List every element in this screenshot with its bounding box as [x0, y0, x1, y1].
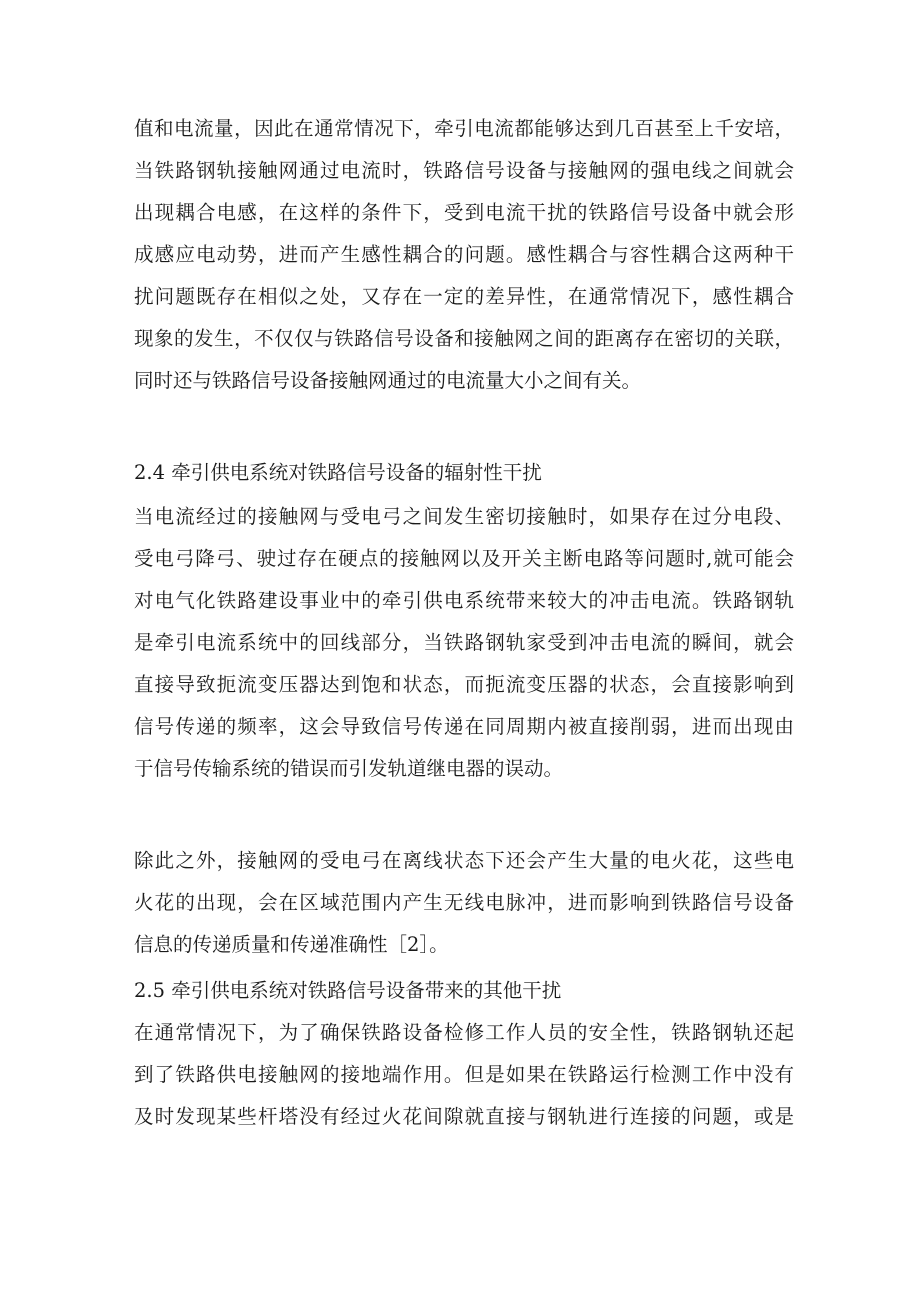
section-heading-text: 2.5 牵引供电系统对铁路信号设备带来的其他干扰: [134, 979, 562, 1002]
text-line: 扰问题既存在相似之处，又存在一定的差异性，在通常情况下，感性耦合: [134, 285, 794, 308]
paragraph-3: [134, 840, 794, 966]
paragraph-4: [134, 1012, 794, 1138]
paragraph-2: [134, 496, 794, 790]
text-line: 同时还与铁路信号设备接触网通过的电流量大小之间有关。: [134, 369, 642, 392]
text-line: 到了铁路供电接触网的接地端作用。但是如果在铁路运行检测工作中没有: [134, 1063, 794, 1086]
text-line: 对电气化铁路建设事业中的牵引供电系统带来较大的冲击电流。铁路钢轨: [134, 589, 794, 612]
text-line: 直接导致扼流变压器达到饱和状态，而扼流变压器的状态，会直接影响到: [134, 673, 794, 696]
text-line: 及时发现某些杆塔没有经过火花间隙就直接与钢轨进行连接的问题，或是: [134, 1105, 794, 1128]
text-line: 受电弓降弓、驶过存在硬点的接触网以及开关主断电路等问题时,就可能会: [134, 547, 794, 570]
section-heading-text: 2.4 牵引供电系统对铁路信号设备的辐射性干扰: [134, 461, 542, 484]
text-line: 是牵引电流系统中的回线部分，当铁路钢轨家受到冲击电流的瞬间，就会: [134, 631, 794, 654]
text-line: 值和电流量，因此在通常情况下，牵引电流都能够达到几百甚至上千安培，: [134, 117, 794, 140]
text-line: 在通常情况下，为了确保铁路设备检修工作人员的安全性，铁路钢轨还起: [134, 1021, 794, 1044]
text-line: 现象的发生，不仅仅与铁路信号设备和接触网之间的距离存在密切的关联，: [134, 327, 794, 350]
section-heading-2-4: [134, 452, 794, 494]
text-line: 当铁路钢轨接触网通过电流时，铁路信号设备与接触网的强电线之间就会: [134, 159, 794, 182]
text-line: 出现耦合电感，在这样的条件下，受到电流干扰的铁路信号设备中就会形: [134, 201, 794, 224]
text-line: 信息的传递质量和传递准确性［2］。: [134, 933, 449, 956]
text-line: 当电流经过的接触网与受电弓之间发生密切接触时，如果存在过分电段、: [134, 505, 794, 528]
text-line: 信号传递的频率，这会导致信号传递在同周期内被直接削弱，进而出现由: [134, 715, 794, 738]
text-line: 除此之外，接触网的受电弓在离线状态下还会产生大量的电火花，这些电: [134, 849, 794, 872]
text-line: 成感应电动势，进而产生感性耦合的问题。感性耦合与容性耦合这两种干: [134, 243, 794, 266]
text-line: 于信号传输系统的错误而引发轨道继电器的误动。: [134, 757, 564, 780]
text-line: 火花的出现，会在区域范围内产生无线电脉冲，进而影响到铁路信号设备: [134, 891, 794, 914]
paragraph-1: [134, 108, 794, 402]
section-heading-2-5: [134, 970, 794, 1012]
